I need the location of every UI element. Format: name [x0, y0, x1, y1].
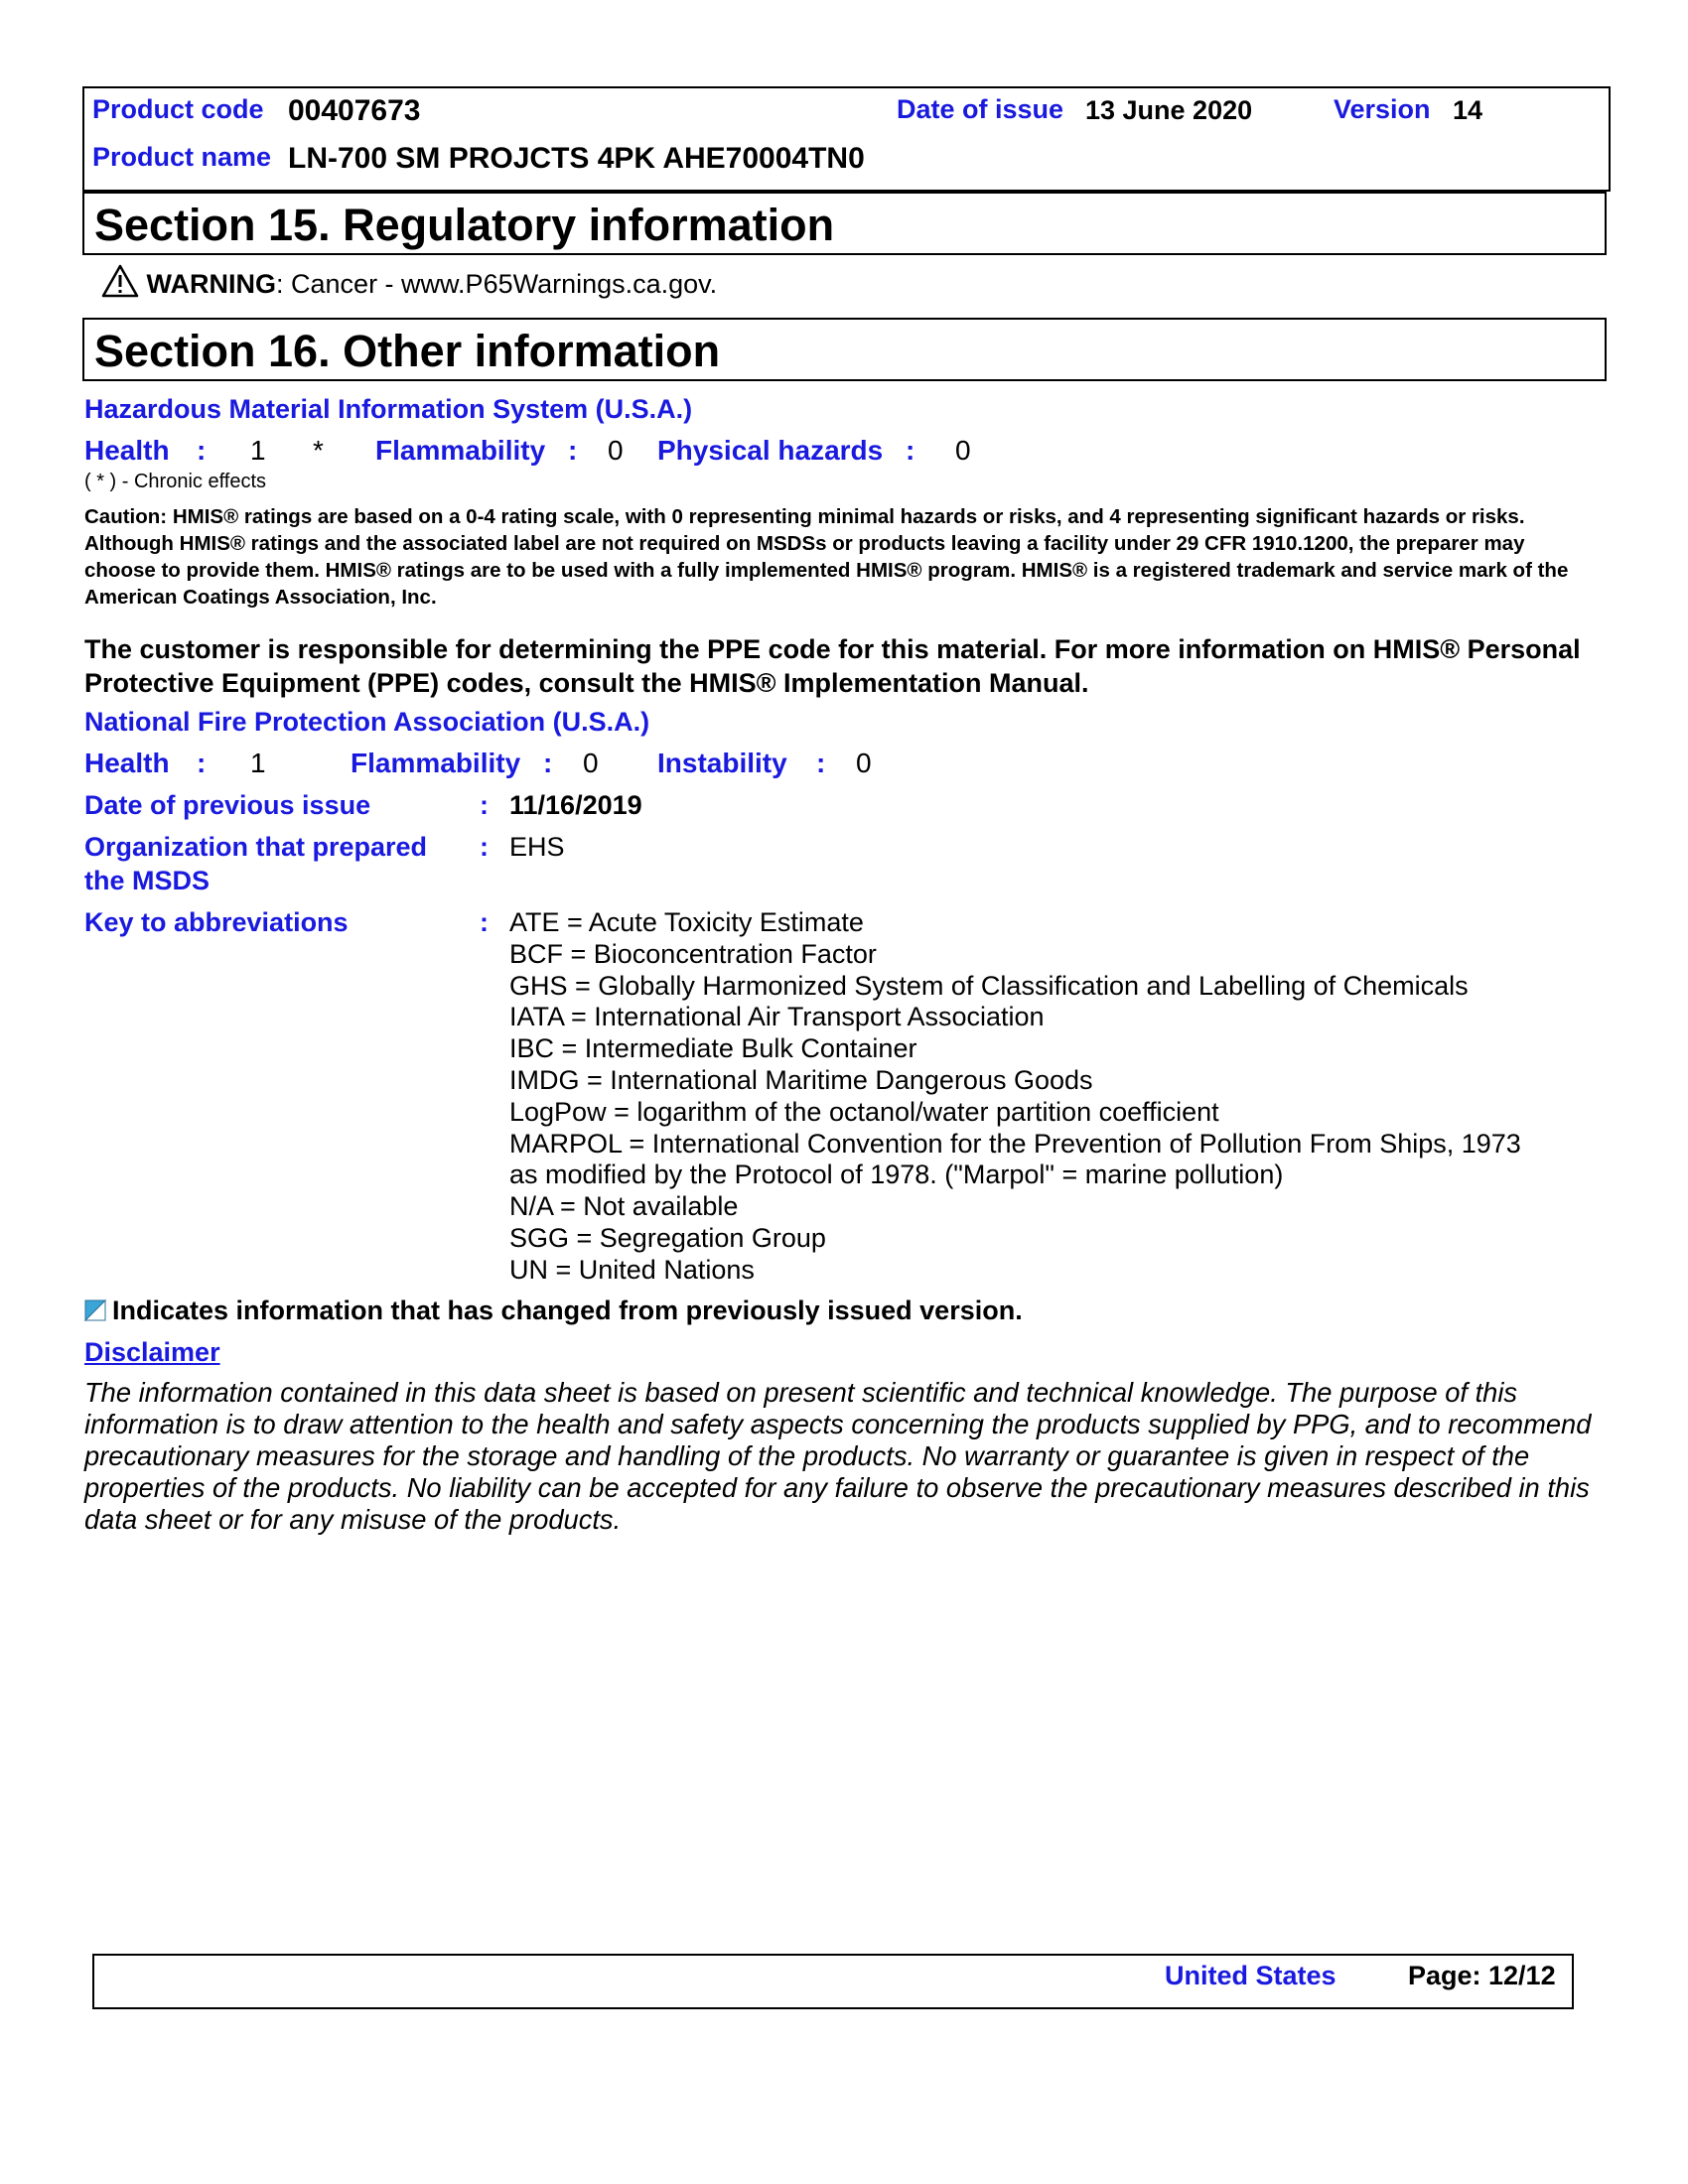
changed-note-text: Indicates information that has changed from previously issued version.: [112, 1296, 1023, 1325]
version-value: 14: [1453, 95, 1483, 125]
page-footer: [92, 1954, 1574, 2009]
organization-label: Organization that prepared the MSDS: [84, 832, 428, 895]
abbreviations-label: Key to abbreviations: [84, 907, 349, 937]
changed-info-note: [84, 1296, 1023, 1326]
list-item: N/A = Not available: [509, 1191, 739, 1222]
nfpa-health-value: 1: [250, 748, 266, 778]
date-of-issue-value: 13 June 2020: [1085, 95, 1253, 125]
hmis-ratings: Health : 1 * Flammability : 0 Physical hazards : 0: [84, 435, 971, 466]
section-16-title: Section 16. Other information: [82, 318, 1607, 381]
ppe-note: The customer is responsible for determining the PPE code for this material. For more information on HMIS® Personal Protective Equipment (PPE) codes, consult the HMIS® Implementation Manual.: [84, 634, 1581, 698]
footer-region: United States: [1165, 1961, 1336, 1990]
hmis-title: Hazardous Material Information System (U.S.A.): [84, 394, 693, 424]
previous-issue-label: Date of previous issue: [84, 790, 371, 820]
nfpa-health-label: Health: [84, 748, 170, 778]
nfpa-instability-label: Instability: [657, 748, 787, 778]
change-marker-icon: [84, 1299, 106, 1321]
abbreviations-list: [509, 907, 1602, 1287]
nfpa-instability-value: 0: [856, 748, 872, 778]
list-item: MARPOL = International Convention for the Prevention of Pollution From Ships, 1973: [509, 1128, 1521, 1159]
hmis-flammability-label: Flammability: [375, 435, 546, 466]
disclaimer-link[interactable]: Disclaimer: [84, 1337, 220, 1367]
list-item: ATE = Acute Toxicity Estimate: [509, 907, 864, 937]
list-item: GHS = Globally Harmonized System of Classification and Labelling of Chemicals: [509, 970, 1469, 1001]
list-item: BCF = Bioconcentration Factor: [509, 938, 877, 969]
list-item: IBC = Intermediate Bulk Container: [509, 1033, 917, 1064]
version-label: Version: [1334, 94, 1431, 124]
page-number: Page: 12/12: [1408, 1961, 1556, 1990]
nfpa-ratings: Health : 1 Flammability : 0 Instability : 0: [84, 748, 872, 778]
section-15-title: Section 15. Regulatory information: [82, 192, 1607, 255]
product-code-label: Product code: [92, 94, 264, 124]
nfpa-flammability-label: Flammability: [351, 748, 521, 778]
product-name-label: Product name: [92, 142, 272, 172]
list-item: SGG = Segregation Group: [509, 1222, 826, 1253]
organization-value: EHS: [509, 832, 565, 862]
nfpa-title: National Fire Protection Association (U.S.A.): [84, 707, 650, 737]
hmis-caution: Caution: HMIS® ratings are based on a 0-4 rating scale, with 0 representing minimal hazards or risks, and 4 representing significant hazards or risks. Although HMIS® ratings and the associated label are not required on MSDSs or products leaving a facility under 29 CFR 1910.1200, the preparer may choose to provide them. HMIS® ratings are to be used with a fully implemented HMIS® program. HMIS® is a registered trademark and service mark of the American Coatings Association, Inc.: [84, 505, 1569, 609]
product-name-value: LN-700 SM PROJCTS 4PK AHE70004TN0: [288, 142, 865, 175]
hmis-health-label: Health: [84, 435, 170, 466]
prop65-warning: [101, 264, 717, 300]
date-of-issue-label: Date of issue: [897, 94, 1064, 124]
list-item: as modified by the Protocol of 1978. ("Marpol" = marine pollution): [509, 1160, 1284, 1190]
previous-issue-value: 11/16/2019: [509, 790, 642, 820]
product-code-value: 00407673: [288, 94, 421, 127]
list-item: IMDG = International Maritime Dangerous Goods: [509, 1064, 1093, 1095]
chronic-effects-note: ( * ) - Chronic effects: [84, 471, 267, 492]
hmis-physical-value: 0: [955, 435, 971, 466]
list-item: LogPow = logarithm of the octanol/water partition coefficient: [509, 1096, 1219, 1127]
hmis-physical-label: Physical hazards: [657, 435, 884, 466]
warning-label: WARNING: [146, 269, 277, 299]
warning-triangle-icon: [101, 264, 139, 298]
disclaimer-text: The information contained in this data sheet is based on present scientific and technical knowledge. The purpose of this information is to draw attention to the health and safety aspects concerning the products supplied by PPG, and to recommend precautionary measures for the storage and handling of the products. No warranty or guarantee is given in respect of the properties of the products. No liability can be accepted for any failure to observe the precautionary measures described in this data sheet or for any misuse of the products.: [84, 1377, 1592, 1535]
nfpa-flammability-value: 0: [583, 748, 599, 778]
warning-text: : Cancer - www.P65Warnings.ca.gov.: [276, 269, 718, 299]
hmis-chronic-marker: *: [313, 435, 324, 466]
hmis-flammability-value: 0: [608, 435, 624, 466]
list-item: UN = United Nations: [509, 1254, 755, 1285]
hmis-health-value: 1: [250, 435, 266, 466]
list-item: IATA = International Air Transport Association: [509, 1002, 1045, 1032]
